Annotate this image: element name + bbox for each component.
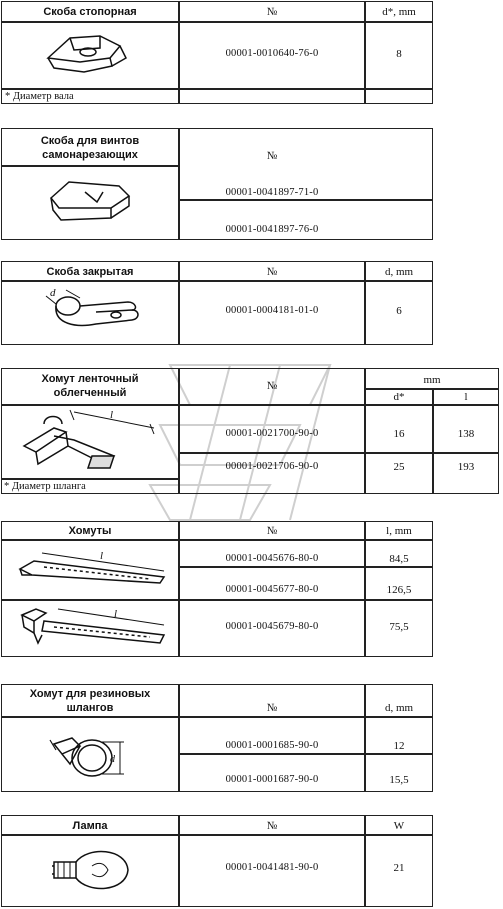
part-number: 00001-0041897-76-0 [225, 224, 319, 235]
footnote: * Диаметр вала [5, 91, 74, 102]
value-cell-l: 193 [457, 461, 475, 473]
hose-clamp-icon [40, 722, 140, 786]
table-title-line-1: Хомут для резиновых [29, 688, 151, 700]
column-header-number: № [266, 266, 278, 278]
column-header-number: № [266, 525, 278, 537]
table-title-line-2: самонарезающих [42, 149, 138, 161]
part-number: 00001-0045677-80-0 [225, 584, 319, 595]
value-cell: 126,5 [386, 584, 412, 596]
column-header-number: № [266, 150, 278, 162]
value-cell: 84,5 [389, 553, 409, 565]
retaining-clip-icon [40, 28, 140, 82]
part-number: 00001-0045679-80-0 [225, 621, 319, 632]
column-header-value: d, mm [384, 266, 414, 278]
column-header-value: d*, mm [382, 6, 416, 18]
column-header-value: d, mm [384, 702, 414, 714]
part-number: 00001-0001685-90-0 [225, 740, 319, 751]
column-header-d: d* [393, 391, 405, 403]
svg-text:l: l [110, 409, 114, 421]
part-number: 00001-0045676-80-0 [225, 553, 319, 564]
value-cell: 8 [396, 48, 402, 60]
value-cell-d: 16 [393, 428, 405, 440]
part-number: 00001-0004181-01-0 [225, 305, 319, 316]
table-title: Хомуты [68, 525, 112, 537]
column-header-value: l, mm [386, 525, 412, 537]
column-header-value: W [393, 820, 405, 832]
table-title-line-2: шлангов [66, 702, 114, 714]
cable-tie-icon [14, 543, 174, 595]
value-cell: 6 [396, 305, 402, 317]
table-title-line-2: облегченный [53, 387, 127, 399]
speed-nut-clip-icon [45, 178, 135, 226]
footnote: * Диаметр шланга [4, 481, 86, 492]
closed-clamp-icon [36, 284, 146, 340]
svg-text:l: l [100, 550, 104, 562]
column-group-header: mm [423, 374, 441, 386]
part-number: 00001-0021700-90-0 [225, 428, 319, 439]
column-header-number: № [266, 820, 278, 832]
part-number: 00001-0041897-71-0 [225, 187, 319, 198]
value-cell: 15,5 [389, 774, 409, 786]
table-title-line-1: Скоба для винтов [40, 135, 140, 147]
table-title: Скоба стопорная [43, 6, 137, 18]
part-number: 00001-0041481-90-0 [225, 862, 319, 873]
part-number: 00001-0010640-76-0 [225, 48, 319, 59]
value-cell-l: 138 [457, 428, 475, 440]
bulb-icon [48, 842, 138, 898]
column-header-number: № [266, 702, 278, 714]
value-cell: 21 [393, 862, 405, 874]
column-header-l: l [464, 391, 468, 403]
value-cell: 12 [393, 740, 405, 752]
band-clamp-icon [14, 406, 164, 478]
value-cell: 75,5 [389, 621, 409, 633]
svg-text:l: l [114, 608, 118, 620]
table-title: Лампа [72, 820, 108, 832]
part-number: 00001-0021706-90-0 [225, 461, 319, 472]
cable-tie-with-mount-icon [14, 603, 174, 653]
svg-text:d: d [110, 754, 115, 765]
value-cell-d: 25 [393, 461, 405, 473]
part-number: 00001-0001687-90-0 [225, 774, 319, 785]
column-header-number: № [266, 380, 278, 392]
svg-text:d: d [50, 287, 56, 299]
column-header-number: № [266, 6, 278, 18]
table-title: Скоба закрытая [46, 266, 134, 278]
table-title-line-1: Хомут ленточный [41, 373, 139, 385]
